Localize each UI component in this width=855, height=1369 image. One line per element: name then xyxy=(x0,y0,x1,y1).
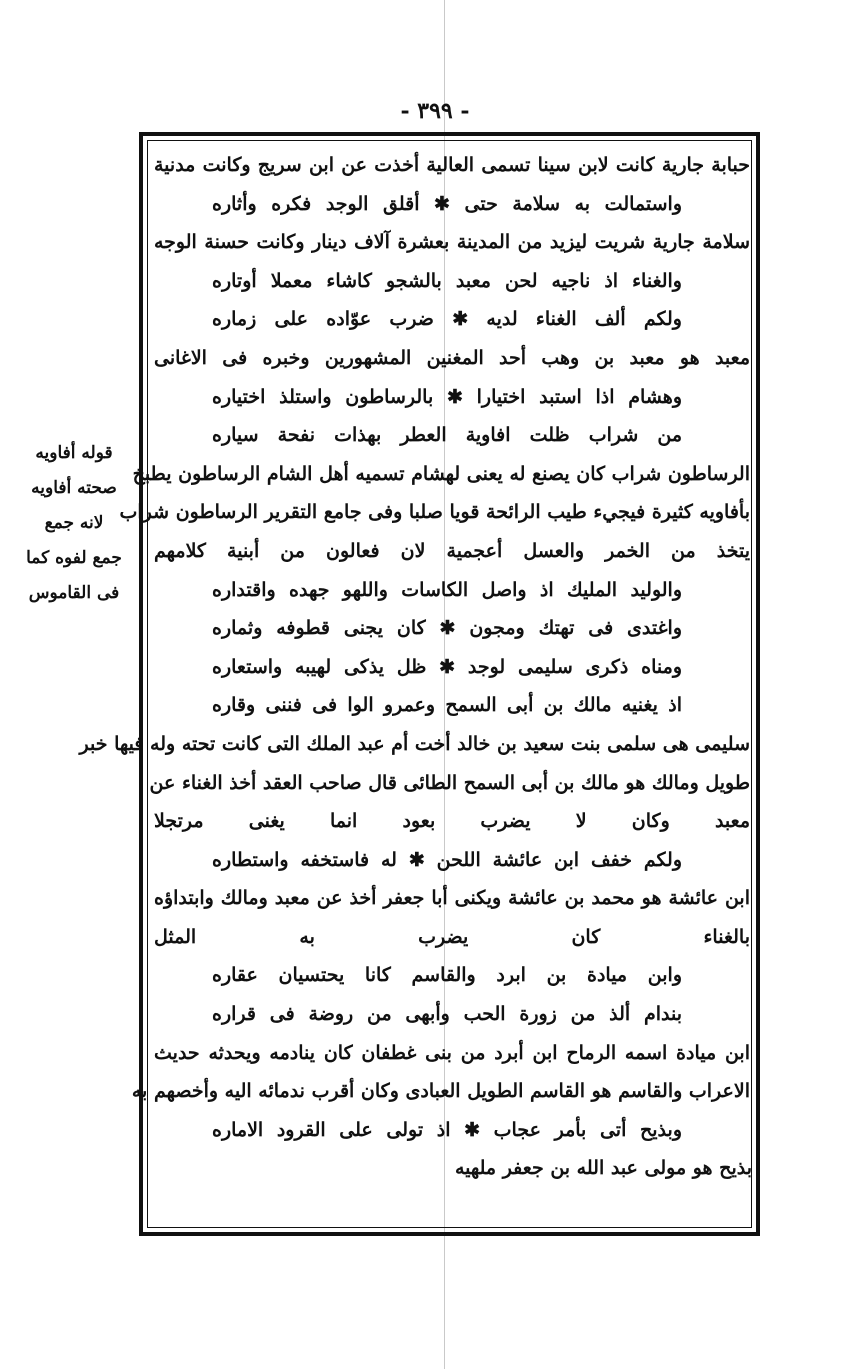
verse-line: ولكم ألف الغناء لديه ✱ ضرب عوّاده على زماره xyxy=(212,308,682,331)
margin-note-line: فى القاموس xyxy=(28,583,120,603)
prose-line: بذيح هو مولى عبد الله بن جعفر ملهيه xyxy=(454,1157,752,1180)
body-text xyxy=(79,146,752,1226)
prose-line: الرساطون شراب كان يصنع له يعنى لهشام تسميه أهل الشام الرساطون يطبخ xyxy=(132,462,750,485)
margin-note-line: جمع لفوه كما xyxy=(26,548,122,568)
prose-line: سلامة جارية شريت ليزيد من المدينة بعشرة آلاف دينار وكانت حسنة الوجه xyxy=(154,231,750,254)
verse-line: واستمالت به سلامة حتى ✱ أقلق الوجد فكره وأثاره xyxy=(212,192,682,215)
prose-line: بالغناء كان يضرب به المثل xyxy=(154,925,750,948)
prose-line: سليمى هى سلمى بنت سعيد بن خالد أخت أم عبد الملك التى كانت تحته وله فيها خبر xyxy=(79,732,750,755)
prose-line: معبد هو معبد بن وهب أحد المغنين المشهورين وخبره فى الاغانى xyxy=(154,346,750,369)
prose-line: طويل ومالك هو مالك بن أبى السمح الطائى قال صاحب العقد أخذ الغناء عن xyxy=(149,771,750,794)
verse-line: وهشام اذا استبد اختيارا ✱ بالرساطون واستلذ اختياره xyxy=(212,385,682,408)
verse-line: بندام ألذ من زورة الحب وأبهى من روضة فى قراره xyxy=(212,1003,682,1026)
verse-line: وبذيح أتى بأمر عجاب ✱ اذ تولى على القرود الاماره xyxy=(212,1118,682,1141)
prose-line: ابن ميادة اسمه الرماح ابن أبرد من بنى غطفان كان ينادمه ويحدثه حديث xyxy=(154,1041,750,1064)
page-number: - ٣٩٩ - xyxy=(400,98,470,124)
verse-line: ومناه ذكرى سليمى لوجد ✱ ظل يذكى لهيبه واستعاره xyxy=(212,655,682,678)
verse-line: والغناء اذ ناجيه لحن معبد بالشجو كاشاء معملا أوتاره xyxy=(212,269,682,292)
verse-line: وابن ميادة بن ابرد والقاسم كانا يحتسيان عقاره xyxy=(212,964,682,987)
verse-line: من شراب ظلت افاوية العطر بهذات نفحة سياره xyxy=(212,424,682,447)
verse-line: والوليد المليك اذ واصل الكاسات واللهو جهده واقتداره xyxy=(212,578,682,601)
verse-line: اذ يغنيه مالك بن أبى السمح وعمرو الوا فى فننى وقاره xyxy=(212,694,682,717)
prose-line: الاعراب والقاسم هو القاسم الطويل العبادى وكان أقرب ندمائه اليه وأخصهم به xyxy=(131,1080,750,1103)
margin-note-line: صحته أفاويه xyxy=(31,478,117,498)
prose-line: حبابة جارية كانت لابن سينا تسمى العالية أخذت عن ابن سريج وكانت مدنية xyxy=(154,154,750,176)
prose-line: يتخذ من الخمر والعسل أعجمية لان فعالون من أبنية كلامهم xyxy=(154,539,750,562)
margin-note xyxy=(14,436,134,611)
prose-line: معبد وكان لا يضرب بعود انما يغنى مرتجلا xyxy=(154,810,750,833)
margin-note-line: قوله أفاويه xyxy=(35,443,113,463)
verse-line: واغتدى فى تهتك ومجون ✱ كان يجنى قطوفه وثماره xyxy=(212,617,682,640)
verse-line: ولكم خفف ابن عائشة اللحن ✱ له فاستخفه واستطاره xyxy=(212,848,682,871)
margin-note-line: لانه جمع xyxy=(44,513,104,533)
prose-line: بأفاويه كثيرة فيجيء طيب الرائحة قويا صلبا وفى جامع التقرير الرساطون شراب xyxy=(119,501,750,524)
prose-line: ابن عائشة هو محمد بن عائشة ويكنى أبا جعفر أخذ عن معبد ومالك وابتداؤه xyxy=(154,887,750,910)
